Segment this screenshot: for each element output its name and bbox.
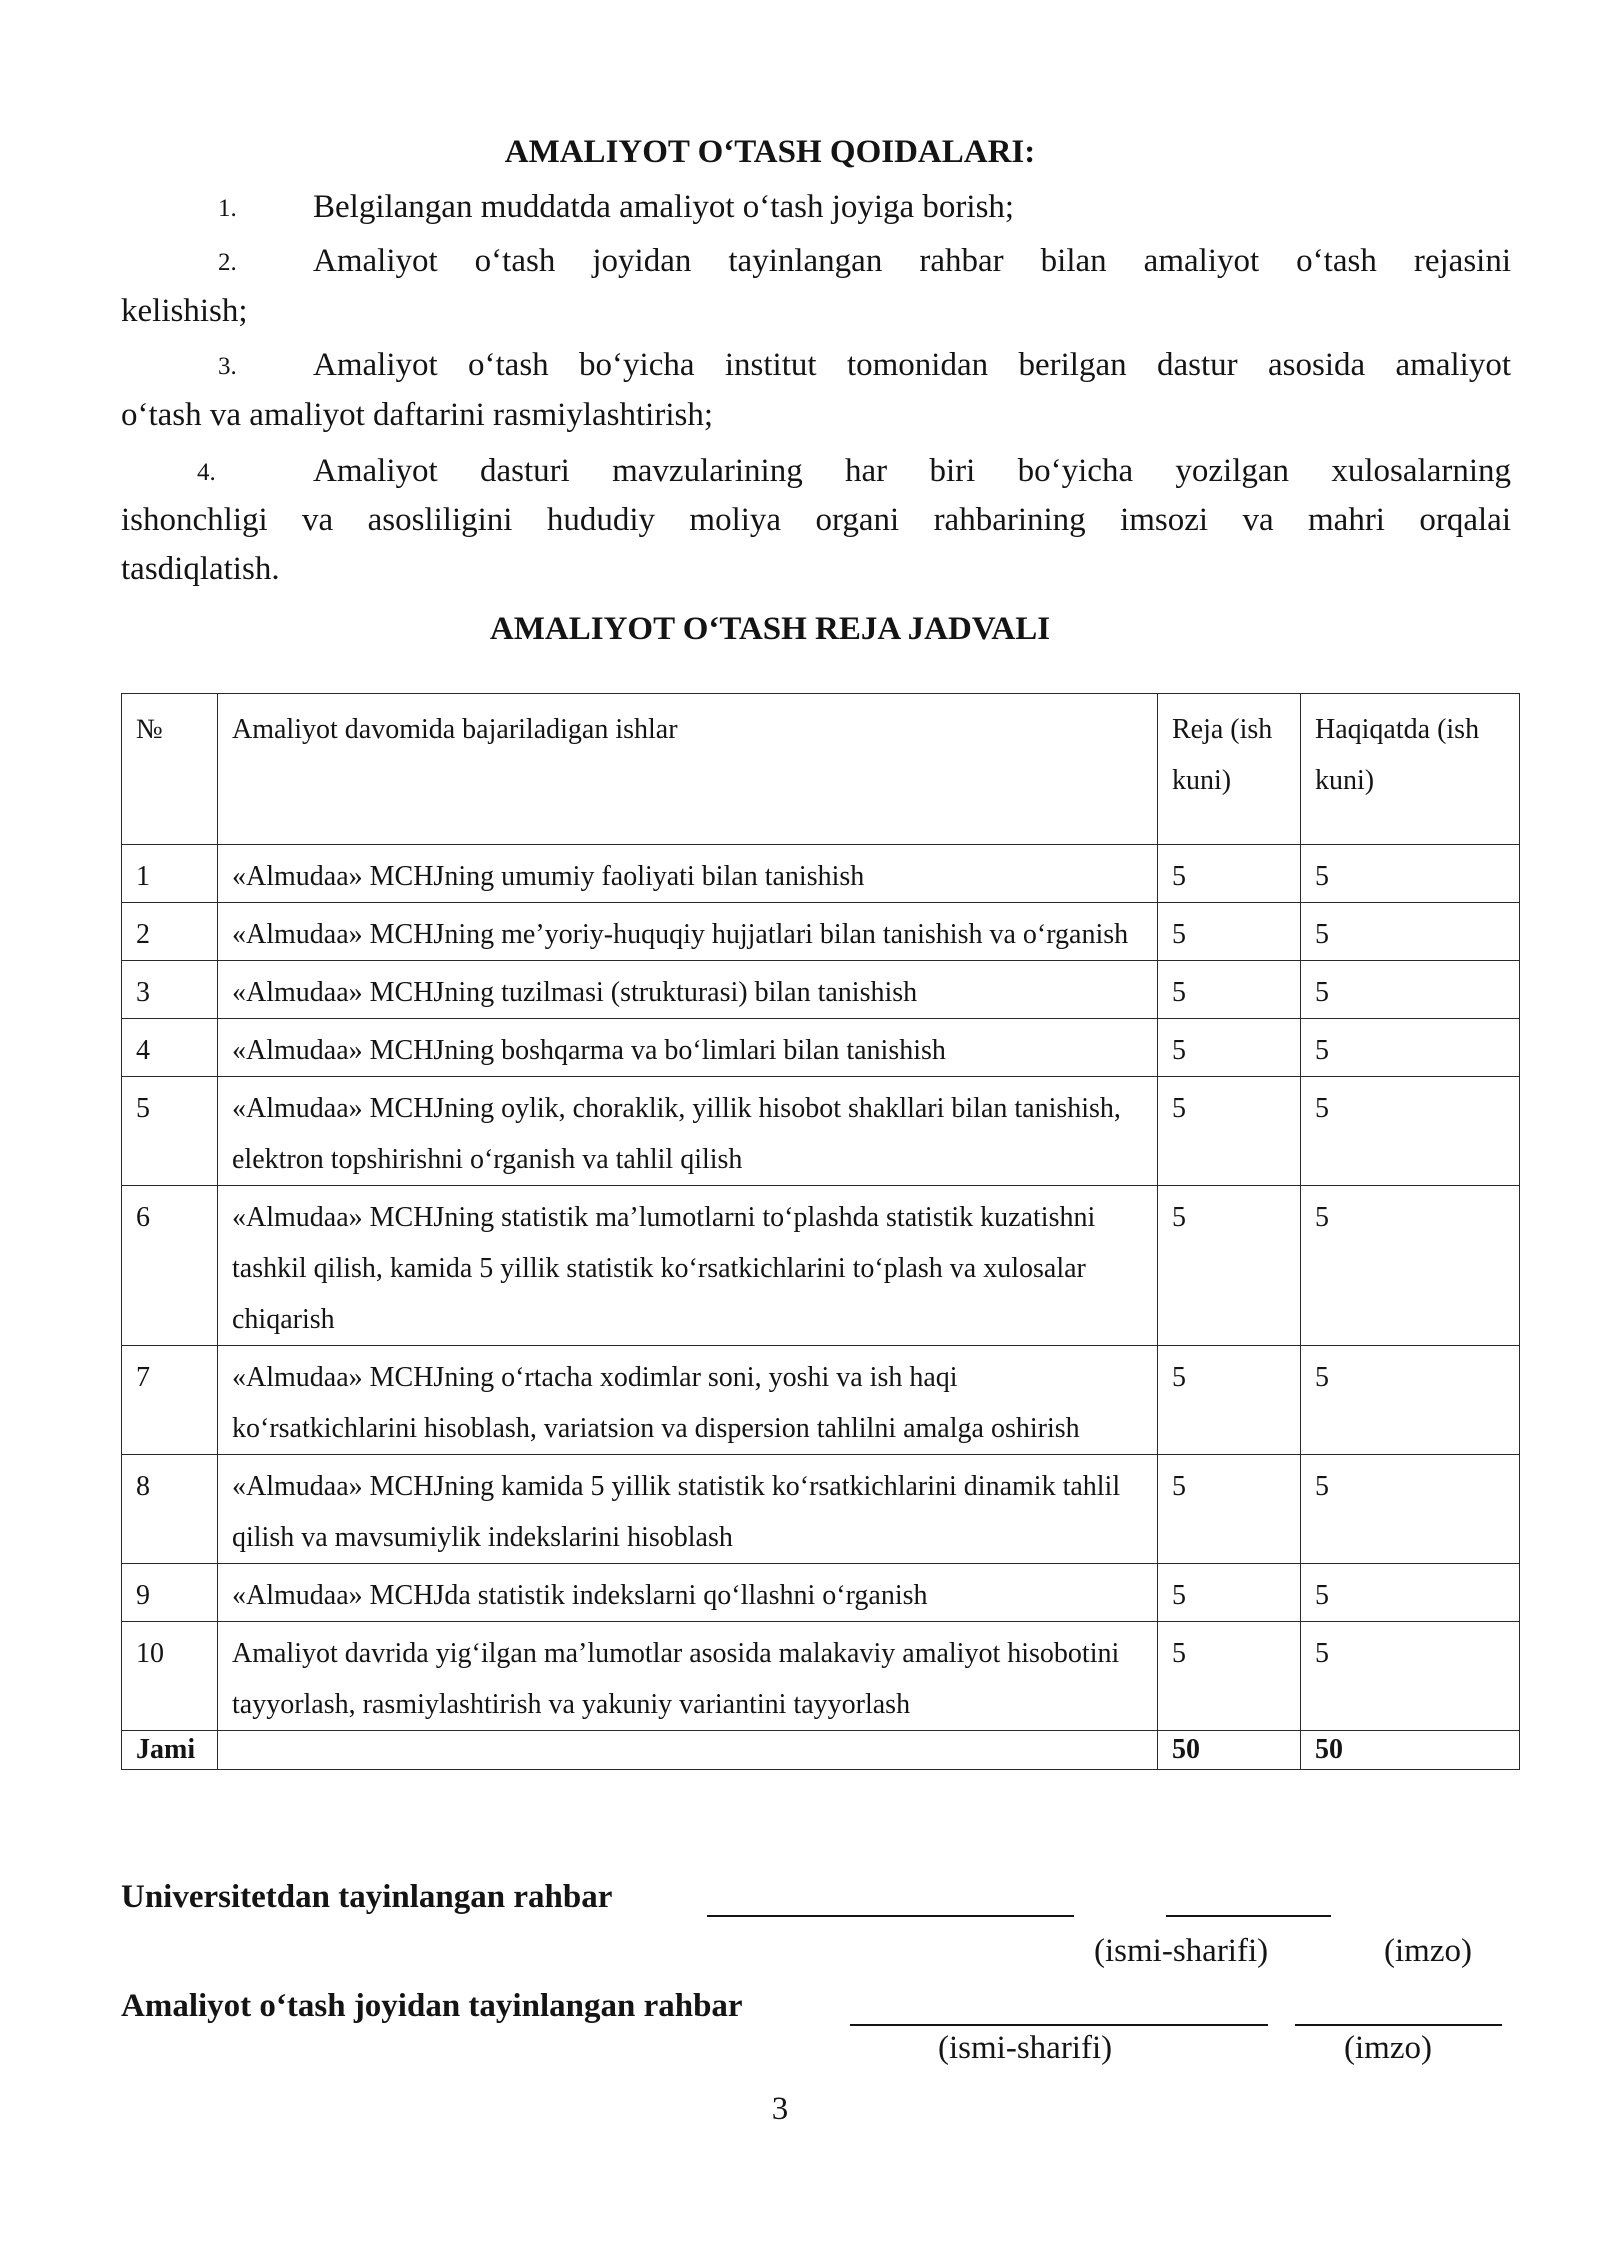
row-task: «Almudaa» MCHJning boshqarma va bo‘limlari bilan tanishish [218, 1019, 1158, 1077]
plan-title: AMALIYOT O‘TASH REJA JADVALI [489, 611, 1051, 647]
rule-text-line: kelishish; [121, 293, 248, 329]
rule-text-line: Belgilangan muddatda amaliyot o‘tash joyiga borish; [313, 189, 1015, 225]
row-actual: 5 [1301, 1346, 1520, 1455]
rule-text-line: ishonchligi va asosliligini hududiy moliya organi rahbarining imsozi va mahri orqalai [121, 502, 1511, 538]
row-number: 5 [122, 1077, 218, 1186]
row-actual: 5 [1301, 1622, 1520, 1731]
row-actual: 5 [1301, 1455, 1520, 1564]
row-number: 4 [122, 1019, 218, 1077]
name-signature-line [707, 1915, 1074, 1917]
rule-text-line: Amaliyot dasturi mavzularining har biri bo‘yicha yozilgan xulosalarning [313, 453, 1511, 489]
row-number: 7 [122, 1346, 218, 1455]
row-plan: 5 [1158, 1077, 1301, 1186]
table-row [122, 1622, 1520, 1731]
row-number: 8 [122, 1455, 218, 1564]
row-number: 6 [122, 1186, 218, 1346]
row-plan: 5 [1158, 845, 1301, 903]
university-supervisor-label: Universitetdan tayinlangan rahbar [121, 1879, 613, 1915]
header-task: Amaliyot davomida bajariladigan ishlar [218, 694, 1158, 845]
total-actual: 50 [1301, 1731, 1520, 1770]
table-row [122, 1186, 1520, 1346]
row-task: «Almudaa» MCHJning me’yoriy-huquqiy hujjatlari bilan tanishish va o‘rganish [218, 903, 1158, 961]
row-plan: 5 [1158, 903, 1301, 961]
row-actual: 5 [1301, 1019, 1520, 1077]
header-plan: Reja (ish kuni) [1158, 694, 1301, 845]
row-task: «Almudaa» MCHJning o‘rtacha xodimlar soni, yoshi va ish haqi ko‘rsatkichlarini hisoblash, variatsion va dispersion tahlilni amalga oshirish [218, 1346, 1158, 1455]
signature-line [1295, 2024, 1502, 2026]
name-caption: (ismi-sharifi) [1094, 1933, 1269, 1969]
rule-text-line: Amaliyot o‘tash bo‘yicha institut tomonidan berilgan dastur asosida amaliyot [313, 347, 1511, 383]
row-number: 1 [122, 845, 218, 903]
row-plan: 5 [1158, 1564, 1301, 1622]
row-number: 9 [122, 1564, 218, 1622]
row-number: 3 [122, 961, 218, 1019]
rules-title: AMALIYOT O‘TASH QOIDALARI: [504, 134, 1036, 170]
rule-number: 3. [218, 353, 237, 380]
total-empty [218, 1731, 1158, 1770]
row-plan: 5 [1158, 1019, 1301, 1077]
table-row [122, 961, 1520, 1019]
name-signature-line [850, 2024, 1268, 2026]
row-number: 2 [122, 903, 218, 961]
table-total-row [122, 1731, 1520, 1770]
row-plan: 5 [1158, 1622, 1301, 1731]
rule-text-line: tasdiqlatish. [121, 551, 280, 587]
row-actual: 5 [1301, 1186, 1520, 1346]
row-task: «Almudaa» MCHJning umumiy faoliyati bilan tanishish [218, 845, 1158, 903]
row-task: «Almudaa» MCHJning oylik, choraklik, yillik hisobot shakllari bilan tanishish, elektron topshirishni o‘rganish va tahlil qilish [218, 1077, 1158, 1186]
signature-caption: (imzo) [1344, 2030, 1432, 2066]
row-plan: 5 [1158, 1455, 1301, 1564]
row-task: «Almudaa» MCHJning kamida 5 yillik statistik ko‘rsatkichlarini dinamik tahlil qilish va mavsumiylik indekslarini hisoblash [218, 1455, 1158, 1564]
row-task: Amaliyot davrida yig‘ilgan ma’lumotlar asosida malakaviy amaliyot hisobotini tayyorlash, rasmiylashtirish va yakuniy variantini tayyorlash [218, 1622, 1158, 1731]
row-plan: 5 [1158, 961, 1301, 1019]
row-actual: 5 [1301, 1564, 1520, 1622]
page-number: 3 [771, 2091, 789, 2127]
header-actual: Haqiqatda (ish kuni) [1301, 694, 1520, 845]
row-actual: 5 [1301, 845, 1520, 903]
rule-number: 4. [197, 459, 216, 486]
row-actual: 5 [1301, 961, 1520, 1019]
rule-text-line: Amaliyot o‘tash joyidan tayinlangan rahbar bilan amaliyot o‘tash rejasini [313, 243, 1511, 279]
row-task: «Almudaa» MCHJning tuzilmasi (strukturasi) bilan tanishish [218, 961, 1158, 1019]
signature-caption: (imzo) [1384, 1933, 1472, 1969]
table-row [122, 1346, 1520, 1455]
row-task: «Almudaa» MCHJda statistik indekslarni qo‘llashni o‘rganish [218, 1564, 1158, 1622]
plan-table [121, 693, 1520, 1770]
row-task: «Almudaa» MCHJning statistik ma’lumotlarni to‘plashda statistik kuzatishni tashkil qilish, kamida 5 yillik statistik ko‘rsatkichlarini to‘plash va xulosalar chiqarish [218, 1186, 1158, 1346]
total-label: Jami [122, 1731, 218, 1770]
rule-number: 1. [218, 195, 237, 222]
row-actual: 5 [1301, 903, 1520, 961]
row-plan: 5 [1158, 1346, 1301, 1455]
table-row [122, 903, 1520, 961]
total-plan: 50 [1158, 1731, 1301, 1770]
workplace-supervisor-label: Amaliyot o‘tash joyidan tayinlangan rahbar [121, 1988, 743, 2024]
table-row [122, 1019, 1520, 1077]
row-number: 10 [122, 1622, 218, 1731]
row-actual: 5 [1301, 1077, 1520, 1186]
rule-number: 2. [218, 249, 237, 276]
table-row [122, 1455, 1520, 1564]
header-number: № [122, 694, 218, 845]
rule-text-line: o‘tash va amaliyot daftarini rasmiylashtirish; [121, 397, 714, 433]
table-row [122, 1564, 1520, 1622]
table-header-row [122, 694, 1520, 845]
name-caption: (ismi-sharifi) [938, 2030, 1113, 2066]
signature-line [1166, 1915, 1331, 1917]
table-row [122, 1077, 1520, 1186]
table-row [122, 845, 1520, 903]
row-plan: 5 [1158, 1186, 1301, 1346]
